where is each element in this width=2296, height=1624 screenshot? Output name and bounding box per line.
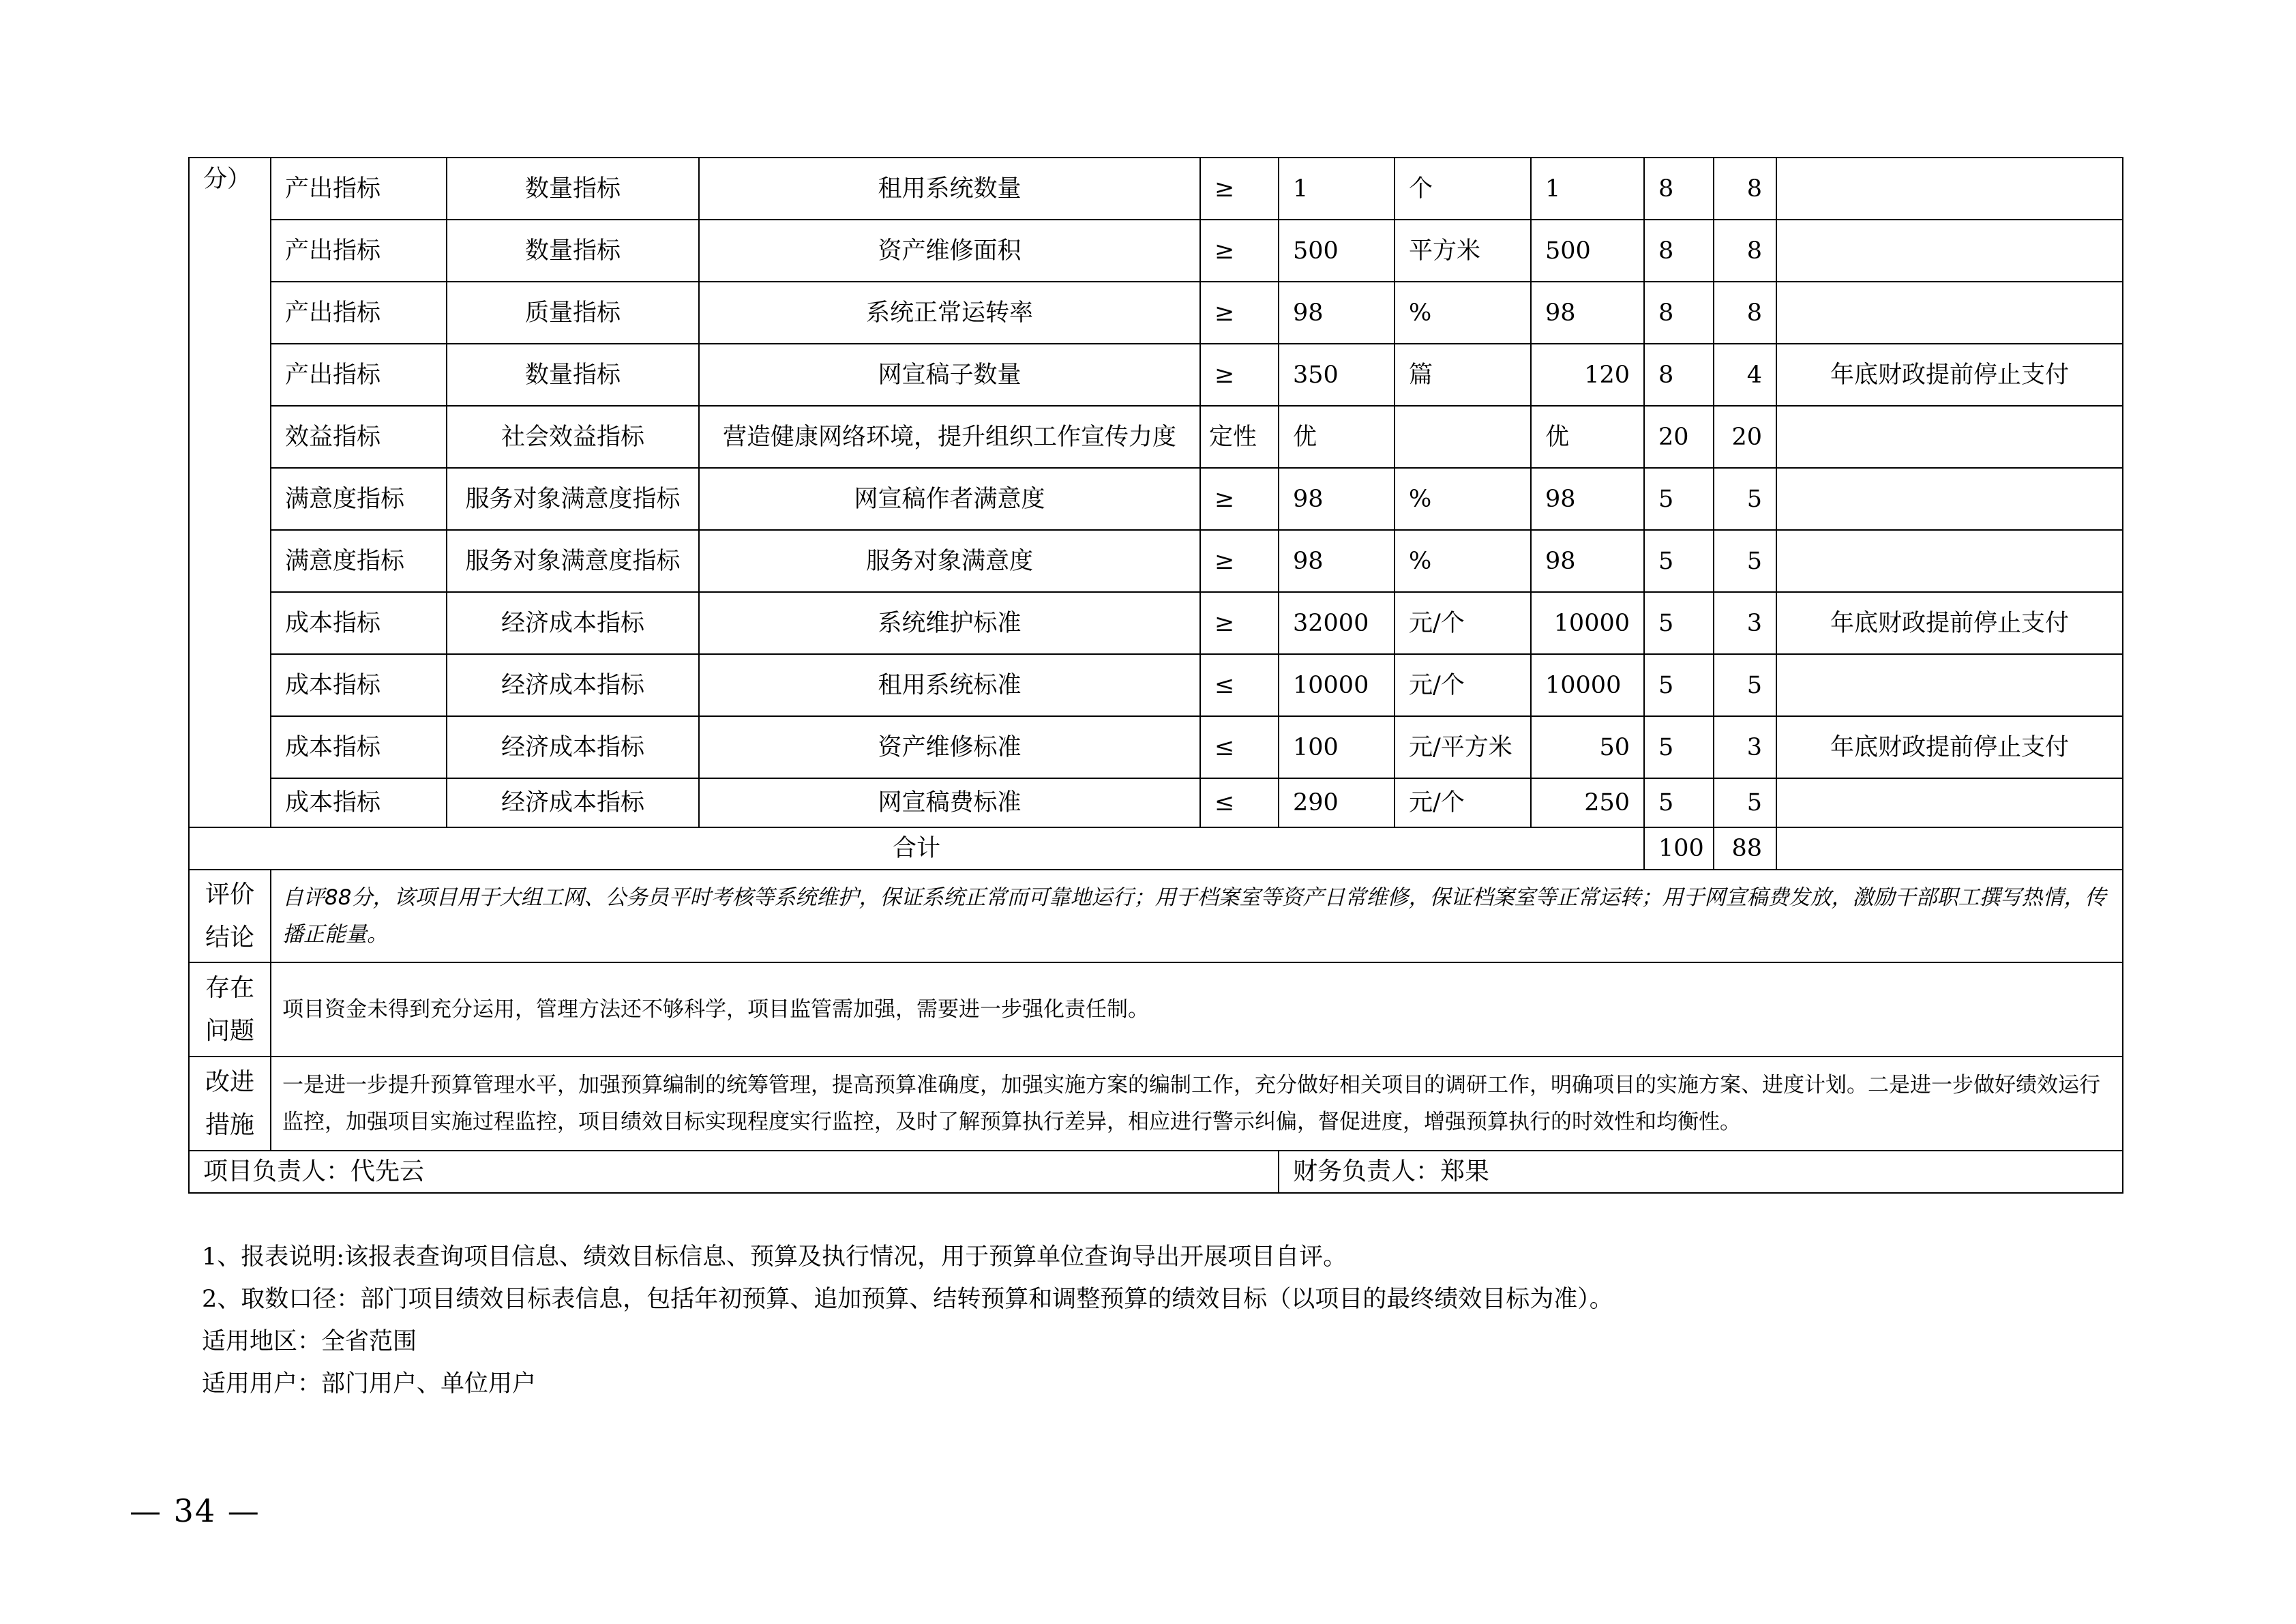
unit-cell: 篇: [1395, 344, 1531, 406]
level2-cell: 服务对象满意度指标: [447, 468, 699, 530]
score-cell: 5: [1714, 778, 1776, 827]
total-weight: 100: [1644, 827, 1714, 870]
level1-cell: 效益指标: [271, 406, 447, 468]
level2-cell: 数量指标: [447, 158, 699, 220]
score-cell: 20: [1714, 406, 1776, 468]
operator-cell: ≥: [1200, 220, 1279, 282]
score-cell: 5: [1714, 468, 1776, 530]
level2-cell: 数量指标: [447, 220, 699, 282]
project-lead: 项目负责人：代先云: [189, 1151, 1279, 1193]
unit-cell: [1395, 406, 1531, 468]
weight-cell: 5: [1644, 592, 1714, 654]
weight-cell: 8: [1644, 220, 1714, 282]
remark-cell: 年底财政提前停止支付: [1776, 592, 2123, 654]
score-cell: 8: [1714, 220, 1776, 282]
level3-cell: 网宣稿费标准: [699, 778, 1200, 827]
actual-cell: 1: [1531, 158, 1644, 220]
score-cell: 5: [1714, 530, 1776, 592]
unit-cell: 元/个: [1395, 778, 1531, 827]
target-cell: 100: [1279, 716, 1395, 778]
actual-cell: 10000: [1531, 592, 1644, 654]
note-line: 适用用户：部门用户、单位用户: [202, 1370, 537, 1398]
measures-row: [189, 1057, 2123, 1151]
report-notes: [202, 1236, 1613, 1405]
level3-cell: 资产维修面积: [699, 220, 1200, 282]
unit-cell: %: [1395, 468, 1531, 530]
issues-label: 存在问题: [189, 962, 271, 1057]
table-row: [189, 592, 2123, 654]
level2-cell: 经济成本指标: [447, 592, 699, 654]
weight-cell: 8: [1644, 344, 1714, 406]
actual-cell: 250: [1531, 778, 1644, 827]
table-row: [189, 530, 2123, 592]
total-score: 88: [1714, 827, 1776, 870]
actual-cell: 优: [1531, 406, 1644, 468]
remark-cell: [1776, 654, 2123, 716]
level3-cell: 营造健康网络环境，提升组织工作宣传力度: [699, 406, 1200, 468]
operator-cell: ≤: [1200, 716, 1279, 778]
table-row: [189, 468, 2123, 530]
table-row: [189, 282, 2123, 344]
level1-cell: 成本指标: [271, 716, 447, 778]
operator-cell: ≤: [1200, 778, 1279, 827]
weight-cell: 5: [1644, 530, 1714, 592]
target-cell: 500: [1279, 220, 1395, 282]
actual-cell: 50: [1531, 716, 1644, 778]
operator-cell: ≥: [1200, 282, 1279, 344]
unit-cell: 平方米: [1395, 220, 1531, 282]
actual-cell: 98: [1531, 530, 1644, 592]
score-cell: 4: [1714, 344, 1776, 406]
level1-cell: 成本指标: [271, 778, 447, 827]
level3-cell: 网宣稿作者满意度: [699, 468, 1200, 530]
weight-cell: 5: [1644, 778, 1714, 827]
total-label: 合计: [189, 827, 1644, 870]
score-cell: 3: [1714, 592, 1776, 654]
indicator-rows: [189, 158, 2123, 1193]
level1-cell: 产出指标: [271, 282, 447, 344]
table-row: [189, 778, 2123, 827]
level1-cell: 满意度指标: [271, 530, 447, 592]
level3-cell: 网宣稿子数量: [699, 344, 1200, 406]
level3-cell: 系统正常运转率: [699, 282, 1200, 344]
level3-cell: 租用系统标准: [699, 654, 1200, 716]
level3-cell: 服务对象满意度: [699, 530, 1200, 592]
note-line: 1、报表说明:该报表查询项目信息、绩效目标信息、预算及执行情况，用于预算单位查询导出开展项目自评。: [202, 1243, 1347, 1271]
unit-cell: 元/平方米: [1395, 716, 1531, 778]
unit-cell: 元/个: [1395, 654, 1531, 716]
table-row: [189, 406, 2123, 468]
table-row: [189, 220, 2123, 282]
evaluation-row: [189, 870, 2123, 962]
level1-cell: 产出指标: [271, 158, 447, 220]
unit-cell: 元/个: [1395, 592, 1531, 654]
level1-cell: 满意度指标: [271, 468, 447, 530]
category-label: 分）: [189, 158, 271, 827]
level1-cell: 成本指标: [271, 654, 447, 716]
measures-text: 一是进一步提升预算管理水平，加强预算编制的统筹管理，提高预算准确度，加强实施方案的编制工作，充分做好相关项目的调研工作，明确项目的实施方案、进度计划。二是进一步做好绩效运行监控，加强项目实施过程监控，项目绩效目标实现程度实行监控，及时了解预算执行差异，相应进行警示纠偏，督促进度，增强预算执行的时效性和均衡性。: [271, 1057, 2123, 1151]
note-line: 适用地区：全省范围: [202, 1328, 417, 1355]
target-cell: 10000: [1279, 654, 1395, 716]
remark-cell: [1776, 778, 2123, 827]
target-cell: 290: [1279, 778, 1395, 827]
level2-cell: 经济成本指标: [447, 778, 699, 827]
level2-cell: 经济成本指标: [447, 654, 699, 716]
level2-cell: 数量指标: [447, 344, 699, 406]
weight-cell: 8: [1644, 282, 1714, 344]
unit-cell: 个: [1395, 158, 1531, 220]
actual-cell: 98: [1531, 468, 1644, 530]
weight-cell: 20: [1644, 406, 1714, 468]
operator-cell: ≤: [1200, 654, 1279, 716]
actual-cell: 120: [1531, 344, 1644, 406]
unit-cell: %: [1395, 530, 1531, 592]
signature-row: [189, 1151, 2123, 1193]
level2-cell: 经济成本指标: [447, 716, 699, 778]
score-cell: 8: [1714, 282, 1776, 344]
issues-text: 项目资金未得到充分运用，管理方法还不够科学，项目监管需加强，需要进一步强化责任制。: [271, 962, 2123, 1057]
score-cell: 5: [1714, 654, 1776, 716]
issues-row: [189, 962, 2123, 1057]
remark-cell: 年底财政提前停止支付: [1776, 716, 2123, 778]
operator-cell: 定性: [1200, 406, 1279, 468]
target-cell: 32000: [1279, 592, 1395, 654]
level2-cell: 服务对象满意度指标: [447, 530, 699, 592]
operator-cell: ≥: [1200, 530, 1279, 592]
operator-cell: ≥: [1200, 592, 1279, 654]
evaluation-text: 自评88分，该项目用于大组工网、公务员平时考核等系统维护，保证系统正常而可靠地运行；用于档案室等资产日常维修，保证档案室等正常运转；用于网宣稿费发放，激励干部职工撰写热情，传播正能量。: [271, 870, 2123, 962]
level3-cell: 资产维修标准: [699, 716, 1200, 778]
table-row: [189, 654, 2123, 716]
level2-cell: 质量指标: [447, 282, 699, 344]
remark-cell: 年底财政提前停止支付: [1776, 344, 2123, 406]
weight-cell: 5: [1644, 654, 1714, 716]
performance-table: [188, 157, 2123, 1194]
total-row: [189, 827, 2123, 870]
target-cell: 1: [1279, 158, 1395, 220]
level1-cell: 成本指标: [271, 592, 447, 654]
target-cell: 98: [1279, 468, 1395, 530]
level1-cell: 产出指标: [271, 220, 447, 282]
finance-lead: 财务负责人：郑果: [1279, 1151, 2123, 1193]
target-cell: 98: [1279, 282, 1395, 344]
score-cell: 3: [1714, 716, 1776, 778]
remark-cell: [1776, 530, 2123, 592]
measures-label: 改进措施: [189, 1057, 271, 1151]
remark-cell: [1776, 406, 2123, 468]
remark-cell: [1776, 220, 2123, 282]
page-number: — 34 —: [130, 1492, 260, 1529]
actual-cell: 10000: [1531, 654, 1644, 716]
score-cell: 8: [1714, 158, 1776, 220]
table-row: [189, 716, 2123, 778]
target-cell: 优: [1279, 406, 1395, 468]
actual-cell: 500: [1531, 220, 1644, 282]
operator-cell: ≥: [1200, 468, 1279, 530]
target-cell: 350: [1279, 344, 1395, 406]
actual-cell: 98: [1531, 282, 1644, 344]
total-remark-empty: [1776, 827, 2123, 870]
note-line: 2、取数口径：部门项目绩效目标表信息，包括年初预算、追加预算、结转预算和调整预算的绩效目标（以项目的最终绩效目标为准）。: [202, 1286, 1613, 1313]
level1-cell: 产出指标: [271, 344, 447, 406]
remark-cell: [1776, 468, 2123, 530]
table-row: [189, 344, 2123, 406]
operator-cell: ≥: [1200, 158, 1279, 220]
level2-cell: 社会效益指标: [447, 406, 699, 468]
weight-cell: 8: [1644, 158, 1714, 220]
weight-cell: 5: [1644, 468, 1714, 530]
level3-cell: 租用系统数量: [699, 158, 1200, 220]
operator-cell: ≥: [1200, 344, 1279, 406]
weight-cell: 5: [1644, 716, 1714, 778]
target-cell: 98: [1279, 530, 1395, 592]
unit-cell: %: [1395, 282, 1531, 344]
remark-cell: [1776, 158, 2123, 220]
table-row: [189, 158, 2123, 220]
remark-cell: [1776, 282, 2123, 344]
level3-cell: 系统维护标准: [699, 592, 1200, 654]
evaluation-label: 评价结论: [189, 870, 271, 962]
